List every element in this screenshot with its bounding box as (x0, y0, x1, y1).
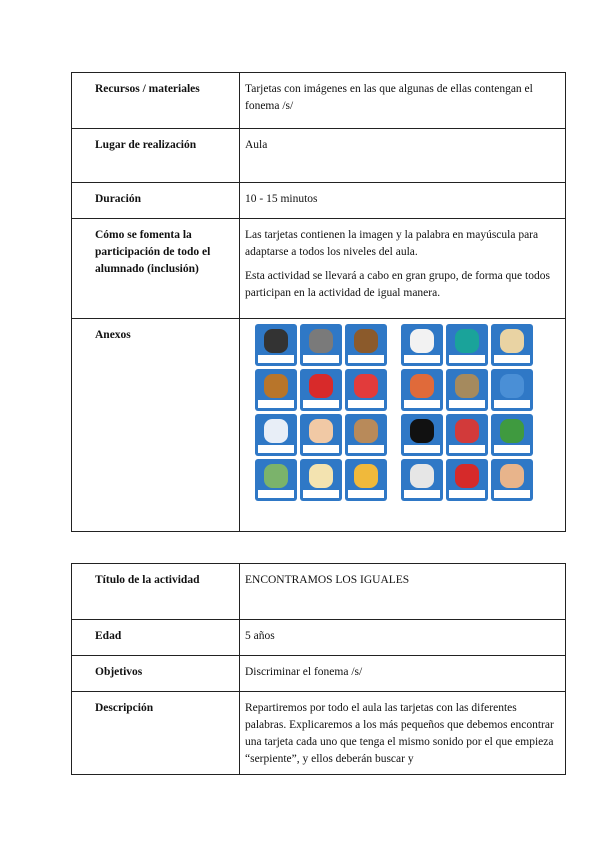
activity-resources-table (71, 72, 566, 532)
picture-card (401, 414, 443, 456)
picture-cards-left (255, 324, 387, 501)
shop-icon (404, 372, 440, 400)
picture-card (345, 414, 387, 456)
picture-card (401, 324, 443, 366)
picture-card (491, 414, 533, 456)
top-hat-icon (404, 417, 440, 445)
traffic-light-icon (258, 327, 294, 355)
row-value (240, 219, 566, 319)
card-caption (258, 490, 294, 498)
picture-cards-right (401, 324, 533, 501)
table-row (72, 319, 566, 532)
card-caption (303, 355, 339, 363)
sock-icon (449, 417, 485, 445)
card-caption (404, 490, 440, 498)
shirt-icon (404, 327, 440, 355)
row-label: Duración (72, 183, 240, 219)
row-label: Cómo se fomenta la participación de todo el alumnado (inclusión) (72, 219, 240, 319)
picture-card (255, 324, 297, 366)
annex-images (240, 319, 566, 532)
card-caption (258, 400, 294, 408)
pistol-icon (303, 327, 339, 355)
row-label: Objetivos (72, 656, 240, 692)
card-caption (449, 445, 485, 453)
picture-card (345, 369, 387, 411)
card-caption (303, 445, 339, 453)
row-value: Tarjetas con imágenes en las que algunas de ellas contengan el fonema /s/ (240, 73, 566, 129)
picture-card (446, 324, 488, 366)
table-row (72, 656, 566, 692)
picture-card (300, 324, 342, 366)
table-row (72, 219, 566, 319)
card-caption (303, 400, 339, 408)
picture-card (345, 324, 387, 366)
picture-card (255, 414, 297, 456)
blanket-icon (348, 417, 384, 445)
row-label: Descripción (72, 692, 240, 775)
picture-card (446, 459, 488, 501)
castle-icon (449, 372, 485, 400)
row-label: Lugar de realización (72, 129, 240, 183)
picture-card (491, 324, 533, 366)
map-icon (258, 462, 294, 490)
table-row (72, 183, 566, 219)
table-row (72, 129, 566, 183)
row-label: Anexos (72, 319, 240, 532)
table-row (72, 620, 566, 656)
picture-card (401, 459, 443, 501)
activity-description-table (71, 563, 566, 775)
hair-dryer-icon (449, 327, 485, 355)
wave-icon (494, 372, 530, 400)
row-label: Edad (72, 620, 240, 656)
bear-icon (348, 327, 384, 355)
treasure-chest-icon (258, 372, 294, 400)
wings-icon (258, 417, 294, 445)
card-caption (404, 445, 440, 453)
picture-card (345, 459, 387, 501)
picture-card (446, 414, 488, 456)
picture-card (401, 369, 443, 411)
table-row (72, 564, 566, 620)
picture-card (300, 414, 342, 456)
row-value: ENCONTRAMOS LOS IGUALES (240, 564, 566, 620)
row-label: Título de la actividad (72, 564, 240, 620)
house-icon (494, 327, 530, 355)
card-caption (303, 490, 339, 498)
button-icon (449, 462, 485, 490)
picture-card (300, 459, 342, 501)
row-value: Discriminar el fonema /s/ (240, 656, 566, 692)
paragraph: Las tarjetas contienen la imagen y la palabra en mayúscula para adaptarse a todos los niveles del aula. (245, 229, 539, 258)
card-caption (348, 490, 384, 498)
card-caption (348, 445, 384, 453)
card-caption (404, 400, 440, 408)
feet-icon (303, 417, 339, 445)
snake-icon (494, 417, 530, 445)
card-caption (348, 355, 384, 363)
card-caption (449, 400, 485, 408)
table-row (72, 73, 566, 129)
couple-icon (494, 462, 530, 490)
picture-card (491, 369, 533, 411)
card-caption (449, 355, 485, 363)
table-row (72, 692, 566, 775)
picture-card (255, 369, 297, 411)
paragraph: Esta actividad se llevará a cabo en gran grupo, de forma que todos participan en la actividad de igual manera. (245, 270, 550, 299)
row-value: 5 años (240, 620, 566, 656)
card-caption (494, 490, 530, 498)
card-caption (494, 400, 530, 408)
salt-shaker-icon (404, 462, 440, 490)
pasta-icon (348, 462, 384, 490)
watermelon-icon (348, 372, 384, 400)
card-caption (258, 445, 294, 453)
number-two-icon (303, 372, 339, 400)
picture-card (446, 369, 488, 411)
plate-icon (303, 462, 339, 490)
card-caption (348, 400, 384, 408)
card-caption (494, 445, 530, 453)
picture-card (491, 459, 533, 501)
row-value: Repartiremos por todo el aula las tarjetas con las diferentes palabras. Explicaremos a los más pequeños que debemos encontrar una tarjeta cada uno que tenga el mismo sonido por el que empieza “serpiente”, y ellos deberán buscar y (240, 692, 566, 775)
card-caption (449, 490, 485, 498)
picture-card (255, 459, 297, 501)
picture-card (300, 369, 342, 411)
card-caption (494, 355, 530, 363)
row-value: Aula (240, 129, 566, 183)
row-value: 10 - 15 minutos (240, 183, 566, 219)
row-label: Recursos / materiales (72, 73, 240, 129)
card-caption (404, 355, 440, 363)
card-caption (258, 355, 294, 363)
